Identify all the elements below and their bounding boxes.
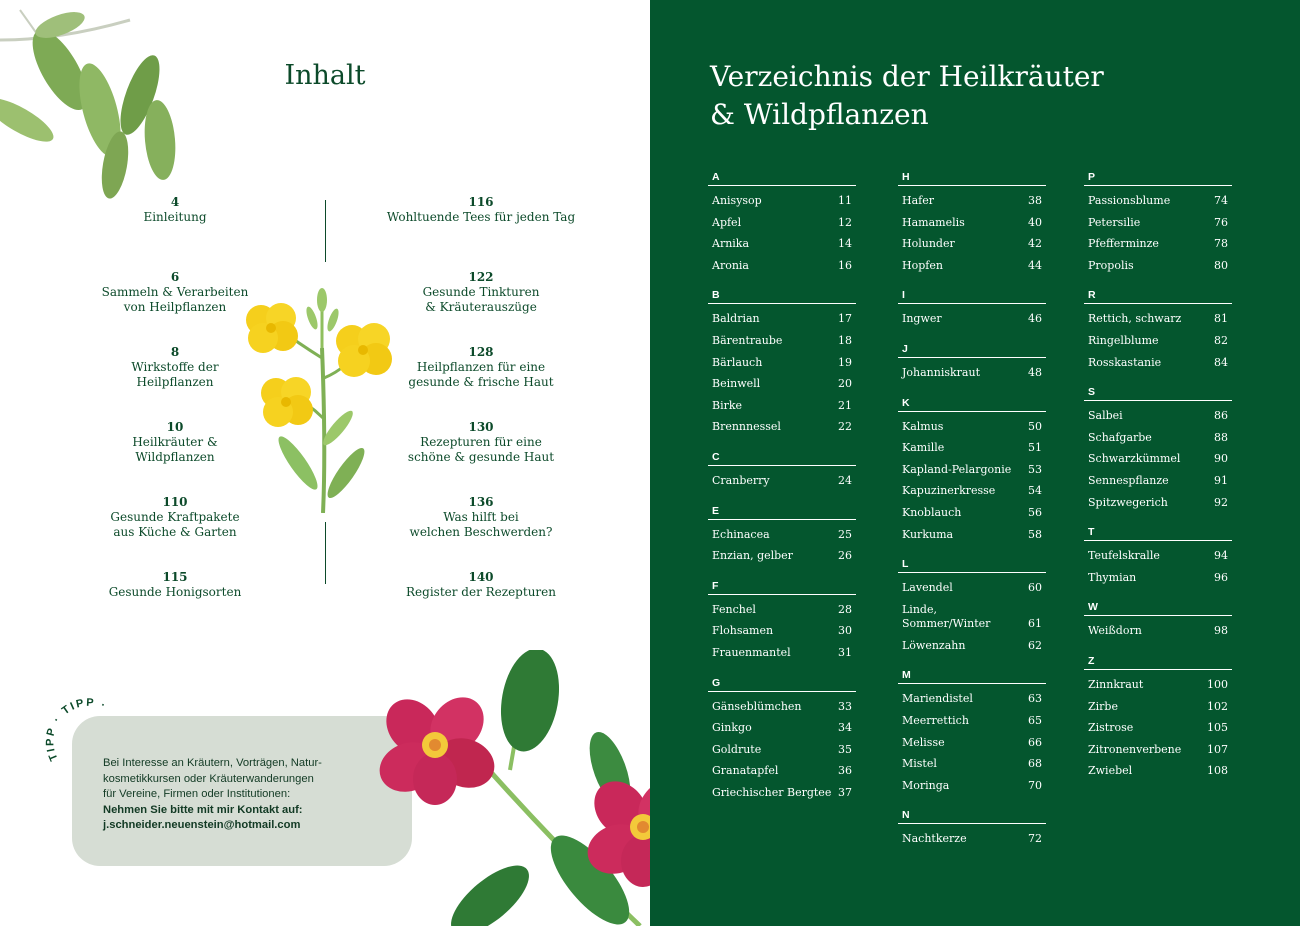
register-entry[interactable] xyxy=(898,480,1046,502)
register-letter: E xyxy=(708,504,856,520)
tip-line: kosmetikkursen oder Kräuterwanderungen xyxy=(103,772,314,785)
register-entry[interactable] xyxy=(898,732,1046,754)
register-page-number: 48 xyxy=(1028,365,1042,379)
register-plant-name: Apfel xyxy=(712,215,742,229)
register-entry[interactable] xyxy=(1084,739,1232,761)
register-page-number: 38 xyxy=(1028,194,1042,207)
register-page-number: 24 xyxy=(838,473,852,487)
toc-entry-title: Sammeln & Verarbeiten von Heilpflanzen xyxy=(101,285,249,314)
register-plant-name: Moringa xyxy=(902,778,950,792)
toc-entry[interactable] xyxy=(386,420,576,495)
register-page-number: 51 xyxy=(1028,441,1042,455)
toc-entry[interactable] xyxy=(386,570,576,645)
register-entry[interactable] xyxy=(898,255,1046,277)
register-plant-name: Echinacea xyxy=(712,527,770,541)
register-entry[interactable] xyxy=(898,524,1046,546)
register-plant-name: Holunder xyxy=(902,237,955,251)
register-letter: B xyxy=(708,288,856,304)
register-plant-name: Löwenzahn xyxy=(902,638,966,652)
register-entry[interactable] xyxy=(708,760,856,782)
register-page-number: 44 xyxy=(1028,258,1042,272)
register-page-number: 46 xyxy=(1028,312,1042,326)
register-entry[interactable] xyxy=(708,233,856,255)
register-plant-name: Rosskastanie xyxy=(1088,355,1162,369)
register-group xyxy=(898,808,1046,850)
register-entry[interactable] xyxy=(1084,470,1232,492)
register-page-number: 108 xyxy=(1207,764,1228,778)
register-group xyxy=(1084,525,1232,588)
register-plant-name: Nachtkerze xyxy=(902,832,967,846)
register-page-number: 72 xyxy=(1028,832,1042,846)
toc-entry-title: Register der Rezepturen xyxy=(406,585,556,599)
register-title-line: & Wildpflanzen xyxy=(710,98,929,131)
register-entry[interactable] xyxy=(898,577,1046,599)
register-page-number: 40 xyxy=(1028,215,1042,229)
register-plant-name: Propolis xyxy=(1088,258,1134,272)
register-page-number: 63 xyxy=(1028,692,1042,706)
toc-page-number: 115 xyxy=(162,570,188,584)
toc-entry[interactable] xyxy=(386,495,576,570)
register-entry[interactable] xyxy=(708,524,856,546)
register-page-number: 90 xyxy=(1214,452,1228,466)
register-plant-name: Schwarzkümmel xyxy=(1088,452,1181,466)
toc-column-right xyxy=(386,195,576,645)
toc-entry-title: Wohltuende Tees für jeden Tag xyxy=(386,210,576,224)
toc-page-number: 128 xyxy=(468,345,494,359)
toc-entry-title: Was hilft bei welchen Beschwerden? xyxy=(409,510,553,539)
register-group xyxy=(708,676,856,804)
register-page-number: 94 xyxy=(1214,549,1228,563)
register-entry[interactable] xyxy=(1084,308,1232,330)
tip-badge-text: TIPP · TIPP · xyxy=(44,696,109,763)
register-plant-name: Rettich, schwarz xyxy=(1088,312,1182,326)
toc-entry-title: Gesunde Kraftpakete aus Küche & Garten xyxy=(110,510,240,539)
register-plant-name: Anisysop xyxy=(712,194,762,207)
toc-entry-title: Gesunde Honigsorten xyxy=(108,585,242,599)
register-column-3 xyxy=(1084,170,1232,794)
register-group xyxy=(898,342,1046,384)
register-entry[interactable] xyxy=(708,782,856,804)
register-letter: F xyxy=(708,579,856,595)
register-page-number: 33 xyxy=(838,699,852,713)
register-page-number: 105 xyxy=(1207,721,1228,735)
register-plant-name: Fenchel xyxy=(712,602,756,616)
register-plant-name: Baldrian xyxy=(712,312,760,326)
register-page-number: 56 xyxy=(1028,505,1042,519)
register-page-number: 84 xyxy=(1214,355,1228,369)
register-group xyxy=(898,170,1046,276)
register-entry[interactable] xyxy=(708,620,856,642)
register-page-number: 96 xyxy=(1214,570,1228,584)
register-entry[interactable] xyxy=(708,470,856,492)
register-entry[interactable] xyxy=(1084,760,1232,782)
toc-entry-title: Einleitung xyxy=(143,210,207,224)
register-letter: M xyxy=(898,668,1046,684)
register-entry[interactable] xyxy=(708,255,856,277)
tip-line: Bei Interesse an Kräutern, Vorträgen, Natur- xyxy=(103,757,322,769)
register-entry[interactable] xyxy=(898,775,1046,797)
register-group xyxy=(708,288,856,438)
register-page-number: 92 xyxy=(1214,495,1228,509)
toc-page-number: 140 xyxy=(468,570,494,584)
register-page-number: 81 xyxy=(1214,312,1228,326)
register-entry[interactable] xyxy=(708,212,856,234)
register-entry[interactable] xyxy=(1084,717,1232,739)
register-plant-name: Teufelskralle xyxy=(1088,549,1160,563)
register-entry[interactable] xyxy=(1084,233,1232,255)
toc-entry-title: Wirkstoffe der Heilpflanzen xyxy=(131,360,219,389)
register-plant-name: Arnika xyxy=(712,237,750,251)
register-entry[interactable] xyxy=(898,308,1046,330)
register-page-number: 34 xyxy=(838,721,852,735)
register-page-number: 91 xyxy=(1214,473,1228,487)
register-entry[interactable] xyxy=(1084,255,1232,277)
register-plant-name: Granatapfel xyxy=(712,764,779,778)
register-entry[interactable] xyxy=(1084,674,1232,696)
register-page-number: 50 xyxy=(1028,419,1042,433)
register-group xyxy=(1084,385,1232,513)
register-entry[interactable] xyxy=(1084,330,1232,352)
register-page-number: 22 xyxy=(838,420,852,434)
register-page-number: 107 xyxy=(1207,742,1228,756)
register-letter: L xyxy=(898,557,1046,573)
register-entry[interactable] xyxy=(708,642,856,664)
register-letter: P xyxy=(1084,170,1232,186)
register-page-number: 21 xyxy=(838,398,852,412)
register-title xyxy=(710,58,1270,134)
register-plant-name: Mistel xyxy=(902,757,937,771)
register-entry[interactable] xyxy=(708,599,856,621)
register-page-number: 60 xyxy=(1028,581,1042,595)
toc-entry-title: Heilpflanzen für eine gesunde & frische Haut xyxy=(408,360,554,389)
register-page-number: 78 xyxy=(1214,237,1228,251)
register-entry[interactable] xyxy=(708,373,856,395)
register-letter: N xyxy=(898,808,1046,824)
register-page-number: 42 xyxy=(1028,237,1042,251)
register-plant-name: Johanniskraut xyxy=(902,365,980,379)
register-entry[interactable] xyxy=(1084,352,1232,374)
register-entry[interactable] xyxy=(1084,567,1232,589)
register-plant-name: Kamille xyxy=(902,441,945,455)
register-page-number: 88 xyxy=(1214,430,1228,444)
register-letter: J xyxy=(898,342,1046,358)
register-plant-name: Weißdorn xyxy=(1088,624,1142,638)
tip-line: Nehmen Sie bitte mit mir Kontakt auf: xyxy=(103,803,303,816)
register-page-number: 82 xyxy=(1214,333,1228,347)
register-entry[interactable] xyxy=(898,437,1046,459)
register-page-number: 30 xyxy=(838,624,852,638)
register-plant-name: Passionsblume xyxy=(1088,194,1171,207)
toc-divider-top xyxy=(325,200,326,262)
register-plant-name: Brennnessel xyxy=(712,420,781,434)
register-page-number: 31 xyxy=(838,645,852,659)
register-plant-name: Schafgarbe xyxy=(1088,430,1152,444)
register-entry[interactable] xyxy=(708,308,856,330)
register-plant-name: Beinwell xyxy=(712,377,761,391)
toc-title: Inhalt xyxy=(284,60,366,91)
register-page-number: 35 xyxy=(838,742,852,756)
register-page-number: 80 xyxy=(1214,258,1228,272)
register-group xyxy=(898,288,1046,330)
register-page-number: 11 xyxy=(838,194,852,207)
register-group xyxy=(708,170,856,276)
register-plant-name: Enzian, gelber xyxy=(712,549,793,563)
register-plant-name: Goldrute xyxy=(712,742,762,756)
register-plant-name: Gänseblümchen xyxy=(712,699,802,713)
register-plant-name: Thymian xyxy=(1088,570,1137,584)
register-letter: H xyxy=(898,170,1046,186)
register-plant-name: Ingwer xyxy=(902,312,942,326)
register-page-number: 76 xyxy=(1214,215,1228,229)
register-plant-name: Frauenmantel xyxy=(712,645,791,659)
register-letter: Z xyxy=(1084,654,1232,670)
register-column-1 xyxy=(708,170,856,815)
toc-entry-title: Gesunde Tinkturen & Kräuterauszüge xyxy=(422,285,540,314)
register-entry[interactable] xyxy=(1084,427,1232,449)
register-plant-name: Lavendel xyxy=(902,581,953,595)
register-group xyxy=(708,579,856,664)
register-entry[interactable] xyxy=(708,545,856,567)
toc-page-number: 10 xyxy=(166,420,184,434)
register-plant-name: Ringelblume xyxy=(1088,333,1159,347)
register-group xyxy=(1084,600,1232,642)
register-plant-name: Hamamelis xyxy=(902,215,965,229)
register-plant-name: Hopfen xyxy=(902,258,943,272)
register-entry[interactable] xyxy=(708,352,856,374)
register-entry[interactable] xyxy=(898,459,1046,481)
toc-page-number: 8 xyxy=(170,345,180,359)
register-plant-name: Kapland-Pelargonie xyxy=(902,462,1012,476)
register-letter: I xyxy=(898,288,1046,304)
register-letter: C xyxy=(708,450,856,466)
register-entry[interactable] xyxy=(708,416,856,438)
register-page-number: 36 xyxy=(838,764,852,778)
register-page-number: 65 xyxy=(1028,713,1042,727)
register-plant-name: Zirbe xyxy=(1088,699,1118,713)
right-page xyxy=(650,0,1300,926)
register-entry[interactable] xyxy=(1084,620,1232,642)
register-letter: T xyxy=(1084,525,1232,541)
register-plant-name: Bärentraube xyxy=(712,333,783,347)
register-page-number: 37 xyxy=(838,785,852,799)
register-entry[interactable] xyxy=(898,233,1046,255)
register-page-number: 53 xyxy=(1028,462,1042,476)
svg-text:TIPP · TIPP · xyxy=(44,697,109,763)
register-plant-name: Birke xyxy=(712,398,743,412)
register-page-number: 58 xyxy=(1028,527,1042,541)
register-entry[interactable] xyxy=(898,190,1046,212)
toc-page-number: 122 xyxy=(468,270,494,284)
toc-page-number: 110 xyxy=(162,495,188,509)
register-plant-name: Knoblauch xyxy=(902,505,962,519)
register-plant-name: Kapuzinerkresse xyxy=(902,484,996,498)
toc-page-number: 116 xyxy=(468,195,494,209)
register-plant-name: Ginkgo xyxy=(712,721,752,735)
register-page-number: 17 xyxy=(838,312,852,326)
register-entry[interactable] xyxy=(898,599,1046,635)
register-page-number: 54 xyxy=(1028,484,1042,498)
register-page-number: 19 xyxy=(838,355,852,369)
register-page-number: 66 xyxy=(1028,735,1042,749)
register-letter: R xyxy=(1084,288,1232,304)
register-plant-name: Spitzwegerich xyxy=(1088,495,1168,509)
register-entry[interactable] xyxy=(898,635,1046,657)
toc-page-number: 136 xyxy=(468,495,494,509)
register-plant-name: Griechischer Bergtee xyxy=(712,785,832,799)
register-entry[interactable] xyxy=(708,395,856,417)
register-entry[interactable] xyxy=(1084,545,1232,567)
register-page-number: 98 xyxy=(1214,624,1228,638)
register-entry[interactable] xyxy=(708,190,856,212)
register-group xyxy=(1084,288,1232,373)
register-group xyxy=(898,557,1046,656)
toc-divider-bottom xyxy=(325,522,326,584)
register-entry[interactable] xyxy=(898,362,1046,384)
register-entry[interactable] xyxy=(898,688,1046,710)
register-plant-name: Mariendistel xyxy=(902,692,973,706)
toc-page-number: 130 xyxy=(468,420,494,434)
register-page-number: 25 xyxy=(838,527,852,541)
register-plant-name: Aronia xyxy=(712,258,749,272)
register-group xyxy=(708,504,856,567)
register-entry[interactable] xyxy=(1084,190,1232,212)
register-entry[interactable] xyxy=(708,717,856,739)
toc-entry-title: Rezepturen für eine schöne & gesunde Haut xyxy=(407,435,555,464)
register-entry[interactable] xyxy=(898,502,1046,524)
register-entry[interactable] xyxy=(1084,405,1232,427)
register-title-line: Verzeichnis der Heilkräuter xyxy=(710,60,1104,93)
register-plant-name: Zwiebel xyxy=(1088,764,1133,778)
register-entry[interactable] xyxy=(898,753,1046,775)
toc-page-number: 6 xyxy=(170,270,180,284)
toc-entry[interactable] xyxy=(80,195,270,270)
register-letter: K xyxy=(898,396,1046,412)
toc-entry[interactable] xyxy=(386,270,576,345)
register-letter: A xyxy=(708,170,856,186)
toc-page-number: 4 xyxy=(170,195,180,209)
register-plant-name: Flohsamen xyxy=(712,624,774,638)
register-group xyxy=(1084,654,1232,782)
register-page-number: 102 xyxy=(1207,699,1228,713)
register-plant-name: Salbei xyxy=(1088,409,1123,423)
register-page-number: 62 xyxy=(1028,638,1042,652)
register-entry[interactable] xyxy=(898,416,1046,438)
register-plant-name: Zinnkraut xyxy=(1088,677,1144,691)
register-entry[interactable] xyxy=(898,828,1046,850)
toc-entry-title: Heilkräuter & Wildpflanzen xyxy=(132,435,218,464)
register-entry[interactable] xyxy=(708,696,856,718)
register-page-number: 100 xyxy=(1207,677,1228,691)
register-entry[interactable] xyxy=(898,212,1046,234)
register-page-number: 26 xyxy=(838,549,852,563)
register-plant-name: Kalmus xyxy=(902,419,944,433)
register-page-number: 86 xyxy=(1214,409,1228,423)
register-entry[interactable] xyxy=(1084,696,1232,718)
tip-text xyxy=(103,756,393,834)
leaves-illustration xyxy=(0,0,200,205)
register-plant-name: Pfefferminze xyxy=(1088,237,1159,251)
register-group xyxy=(1084,170,1232,276)
tip-badge xyxy=(38,684,128,764)
register-page-number: 74 xyxy=(1214,194,1228,207)
register-entry[interactable] xyxy=(708,739,856,761)
tip-line: für Vereine, Firmen oder Institutionen: xyxy=(103,788,291,801)
register-plant-name: Melisse xyxy=(902,735,945,749)
primrose-illustration xyxy=(238,288,408,513)
register-page-number: 20 xyxy=(838,377,852,391)
contact-email[interactable]: j.schneider.neuenstein@hotmail.com xyxy=(103,819,301,832)
register-plant-name: Hafer xyxy=(902,194,934,207)
toc-entry[interactable] xyxy=(386,345,576,420)
register-page-number: 18 xyxy=(838,333,852,347)
register-letter: G xyxy=(708,676,856,692)
register-letter: S xyxy=(1084,385,1232,401)
register-plant-name: Bärlauch xyxy=(712,355,763,369)
toc-entry[interactable] xyxy=(80,570,270,645)
rose-illustration xyxy=(360,650,650,926)
register-entry[interactable] xyxy=(1084,492,1232,514)
register-page-number: 61 xyxy=(1028,616,1042,630)
register-page-number: 70 xyxy=(1028,778,1042,792)
register-plant-name: Zitronenverbene xyxy=(1088,742,1182,756)
register-entry[interactable] xyxy=(708,330,856,352)
register-plant-name: Linde, Sommer/Winter xyxy=(902,602,991,630)
register-plant-name: Cranberry xyxy=(712,473,770,487)
register-group xyxy=(898,668,1046,796)
register-page-number: 28 xyxy=(838,602,852,616)
register-plant-name: Sennespflanze xyxy=(1088,473,1169,487)
register-plant-name: Kurkuma xyxy=(902,527,954,541)
register-group xyxy=(898,396,1046,546)
register-column-2 xyxy=(898,170,1046,862)
register-entry[interactable] xyxy=(898,710,1046,732)
register-entry[interactable] xyxy=(1084,212,1232,234)
register-entry[interactable] xyxy=(1084,448,1232,470)
register-page-number: 68 xyxy=(1028,757,1042,771)
register-group xyxy=(708,450,856,492)
register-plant-name: Petersilie xyxy=(1088,215,1141,229)
register-page-number: 16 xyxy=(838,258,852,272)
register-page-number: 12 xyxy=(838,215,852,229)
toc-entry[interactable] xyxy=(386,195,576,270)
register-plant-name: Zistrose xyxy=(1088,721,1134,735)
register-plant-name: Meerrettich xyxy=(902,713,969,727)
register-letter: W xyxy=(1084,600,1232,616)
register-page-number: 14 xyxy=(838,237,852,251)
